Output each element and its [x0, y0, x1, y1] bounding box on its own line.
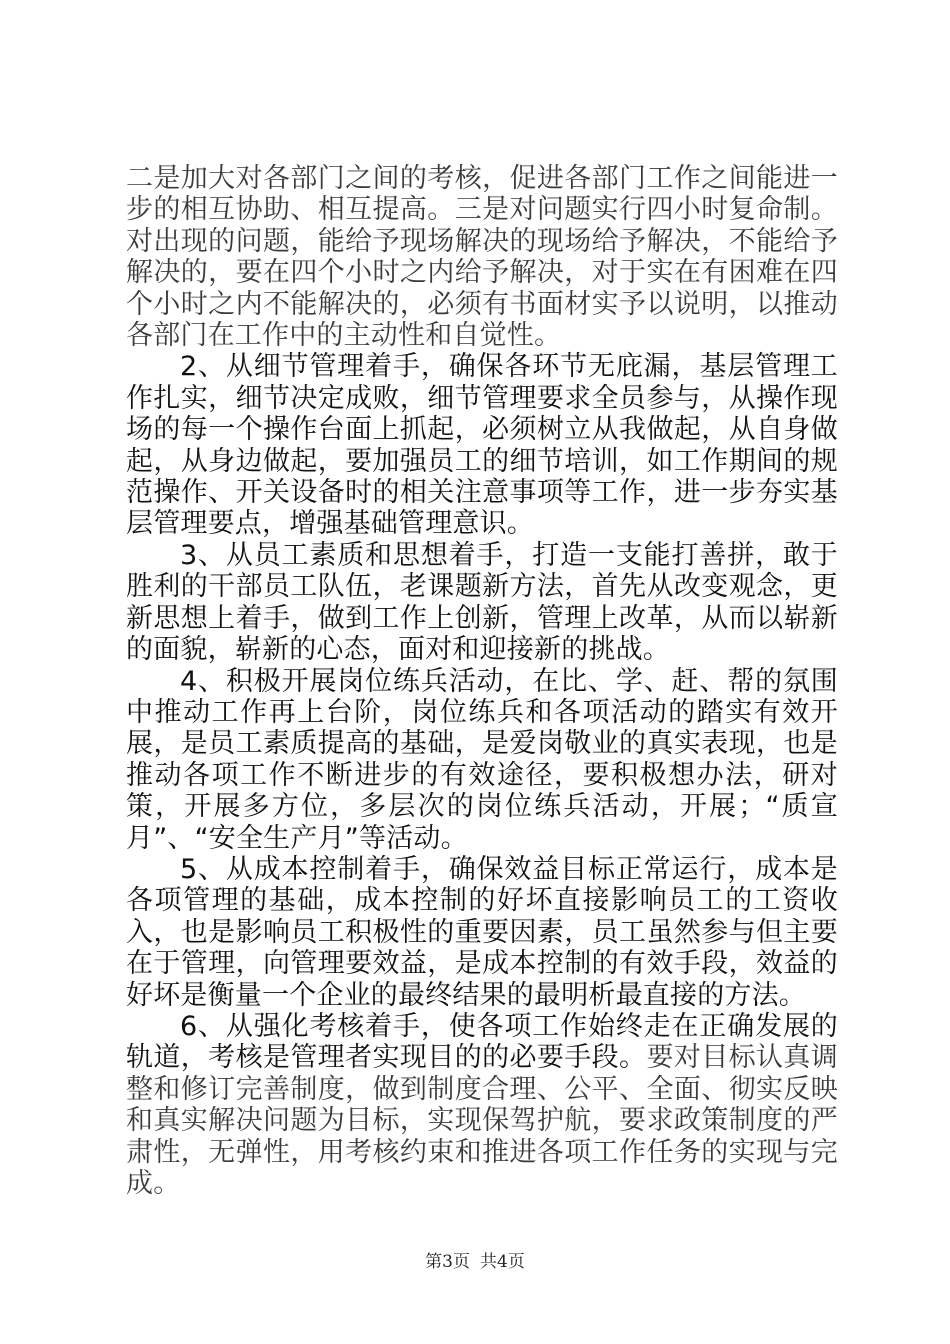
- page-number: 第3页: [425, 1252, 470, 1272]
- page-total: 共4页: [480, 1252, 525, 1272]
- paragraph-4: 4、积极开展岗位练兵活动，在比、学、赶、帮的氛围中推动工作再上台阶，岗位练兵和各项活动的踏实有效开展，是员工素质提高的基础，是爱岗敬业的真实表现，也是推动各项工作不断进步的有效途径，要积极想办法，研对策，开展多方位，多层次的岗位练兵活动，开展；“质宣月”、“安全生产月”等活动。: [126, 665, 838, 854]
- paragraph-6-part-b: 要对目标认真调整和修订完善制度，做到制度合理、公平、全面、彻实反映和真实解决问题为目标，实现保驾护航，要求政策制度的严肃性，无弹性，用考核约束和推进各项工作任务的实现与完成。: [126, 1042, 838, 1199]
- document-body: [126, 163, 838, 1199]
- page-footer: [0, 1247, 950, 1272]
- paragraph-5: 5、从成本控制着手，确保效益目标正常运行，成本是各项管理的基础，成本控制的好坏直接影响员工的工资收入，也是影响员工积极性的重要因素，员工虽然参与但主要在于管理，向管理要效益，是成本控制的有效手段，效益的好坏是衡量一个企业的最终结果的最明析最直接的方法。: [126, 853, 838, 1011]
- paragraph-6: [126, 1011, 838, 1199]
- paragraph-6-part-a: 6、从强化考核着手，使各项工作始终走在正确发展的轨道，考核是管理者实现目的的必要手段。: [126, 1010, 838, 1074]
- paragraph-2: 2、从细节管理着手，确保各环节无庇漏，基层管理工作扎实，细节决定成败，细节管理要求全员参与，从操作现场的每一个操作台面上抓起，必须树立从我做起，从自身做起，从身边做起，要加强员工的细节培训，如工作期间的规范操作、开关设备时的相关注意事项等工作，进一步夯实基层管理要点，增强基础管理意识。: [126, 351, 838, 540]
- paragraph-3: 3、从员工素质和思想着手，打造一支能打善拼，敢于胜利的干部员工队伍，老课题新方法，首先从改变观念，更新思想上着手，做到工作上创新，管理上改革，从而以崭新的面貌，崭新的心态，面对和迎接新的挑战。: [126, 539, 838, 666]
- paragraph-1: 二是加大对各部门之间的考核，促进各部门工作之间能进一步的相互协助、相互提高。三是对问题实行四小时复命制。对出现的问题，能给予现场解决的现场给予解决，不能给予解决的，要在四个小时之内给予解决，对于实在有困难在四个小时之内不能解决的，必须有书面材实予以说明，以推动各部门在工作中的主动性和自觉性。: [126, 163, 838, 352]
